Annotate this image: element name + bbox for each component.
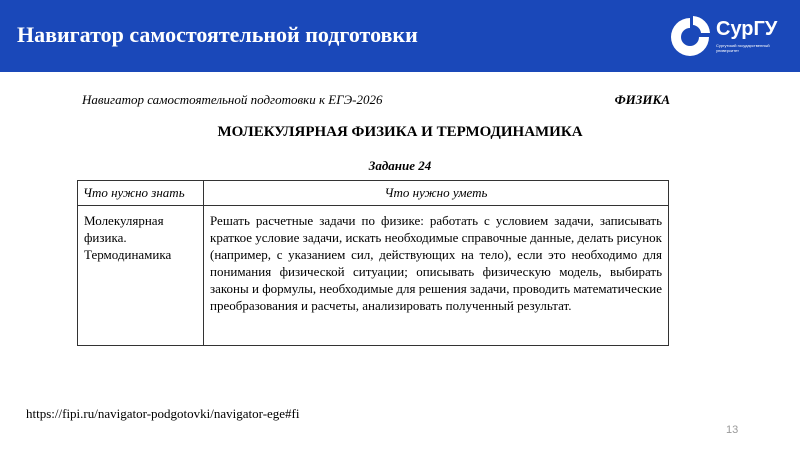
column-header-can: Что нужно уметь (204, 181, 669, 206)
document-running-header (82, 92, 670, 108)
cell-know: Молекулярная физика. Термодинамика (78, 206, 204, 346)
subject-label: ФИЗИКА (614, 92, 670, 107)
section-title: МОЛЕКУЛЯРНАЯ ФИЗИКА И ТЕРМОДИНАМИКА (217, 124, 583, 140)
task-title: Задание 24 (368, 158, 432, 173)
surgu-logo (668, 14, 793, 62)
page-number: 13 (726, 424, 739, 436)
running-title: Навигатор самостоятельной подготовки к ЕГЭ-2026 (82, 92, 383, 107)
table-header-row (78, 181, 669, 206)
table-row (78, 206, 669, 346)
logo-name: СурГУ (716, 18, 778, 40)
requirements-table (77, 180, 669, 346)
logo-mark-icon (668, 14, 712, 60)
cell-can: Решать расчетные задачи по физике: работать с условием задачи, записывать краткое условие задачи, искать необходимые справочные данные, делать рисунок (например, с указанием сил, действующих на тело), если это необходимо для понимания физической ситуации; описывать физическую модель, выбирать законы и формулы, необходимые для решения задачи, проводить математические преобразования и расчеты, анализировать полученный результат. (204, 206, 669, 346)
column-header-know: Что нужно знать (78, 181, 204, 206)
source-link[interactable]: https://fipi.ru/navigator-podgotovki/navigator-ege#fi (26, 406, 300, 421)
logo-subtitle: Сургутский государственный университет (716, 43, 770, 53)
slide-title: Навигатор самостоятельной подготовки (17, 22, 418, 47)
slide-header (0, 0, 800, 72)
